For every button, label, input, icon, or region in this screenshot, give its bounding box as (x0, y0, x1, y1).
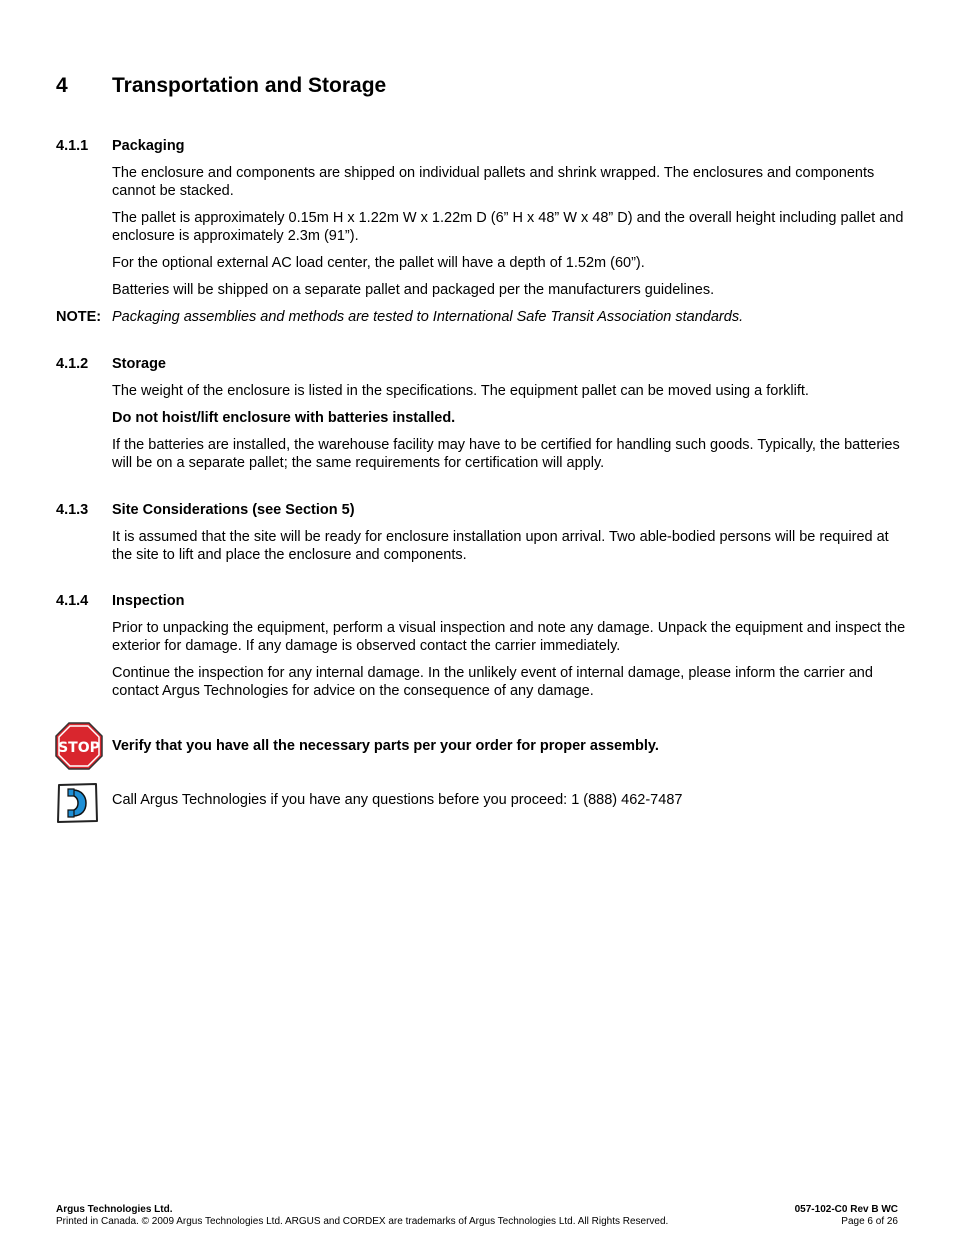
footer-line-2 (56, 1216, 898, 1228)
site-heading (56, 502, 355, 518)
inspection-number: 4.1.4 (56, 593, 89, 609)
section-heading (56, 74, 386, 98)
footer-doc-number: 057-102-C0 Rev B WC (794, 1204, 898, 1215)
stop-notice-text: Verify that you have all the necessary parts per your order for proper assembly. (112, 738, 659, 754)
inspection-title: Inspection (112, 593, 185, 609)
section-number: 4 (56, 74, 68, 97)
packaging-paragraph-3: For the optional external AC load center, the pallet will have a depth of 1.52m (60”). (112, 255, 645, 271)
storage-paragraph-1: The weight of the enclosure is listed in the specifications. The equipment pallet can be moved using a forklift. (112, 383, 809, 399)
footer-line-1 (56, 1204, 898, 1216)
site-title: Site Considerations (see Section 5) (112, 502, 355, 518)
footer-copyright: Printed in Canada. © 2009 Argus Technologies Ltd. ARGUS and CORDEX are trademarks of Argus Technologies Ltd. All Rights Reserved. (56, 1216, 669, 1227)
inspection-paragraph-2: Continue the inspection for any internal damage. In the unlikely event of internal damage, please inform the carrier and contact Argus Technologies for advice on the consequence of any damage. (112, 665, 873, 699)
packaging-paragraph-1: The enclosure and components are shipped on individual pallets and shrink wrapped. The enclosures and components cannot be stacked. (112, 165, 875, 199)
site-paragraph-1: It is assumed that the site will be ready for enclosure installation upon arrival. Two able-bodied persons will be required at the site to lift and place the enclosure and components. (112, 529, 889, 563)
storage-number: 4.1.2 (56, 356, 89, 372)
footer-page-number: Page 6 of 26 (841, 1216, 898, 1227)
storage-title: Storage (112, 356, 166, 372)
phone-icon (56, 782, 100, 824)
note-label: NOTE: (56, 309, 102, 325)
storage-warning: Do not hoist/lift enclosure with batteries installed. (112, 410, 456, 426)
packaging-paragraph-4: Batteries will be shipped on a separate pallet and packaged per the manufacturers guidelines. (112, 282, 715, 298)
section-title: Transportation and Storage (112, 74, 387, 97)
packaging-title: Packaging (112, 138, 185, 154)
phone-notice-text: Call Argus Technologies if you have any questions before you proceed: 1 (888) 462-7487 (112, 792, 683, 808)
stop-sign-icon (55, 722, 103, 770)
site-number: 4.1.3 (56, 502, 89, 518)
footer-company: Argus Technologies Ltd. (56, 1204, 173, 1215)
packaging-heading (56, 138, 185, 154)
storage-paragraph-3: If the batteries are installed, the warehouse facility may have to be certified for handling such goods. Typically, the batteries will be on a separate pallet; the same requirements for certification will apply. (112, 437, 900, 471)
inspection-heading (56, 593, 185, 609)
packaging-paragraph-2: The pallet is approximately 0.15m H x 1.22m W x 1.22m D (6” H x 48” W x 48” D) and the overall height including pallet and enclosure is approximately 2.3m (91”). (112, 210, 904, 244)
stop-sign-text: STOP (58, 740, 100, 756)
note-text: Packaging assemblies and methods are tested to International Safe Transit Association standards. (112, 309, 744, 325)
packaging-number: 4.1.1 (56, 138, 89, 154)
inspection-paragraph-1: Prior to unpacking the equipment, perform a visual inspection and note any damage. Unpack the equipment and inspect the exterior for damage. If any damage is observed contact the carrier immediately. (112, 620, 906, 654)
storage-heading (56, 356, 166, 372)
